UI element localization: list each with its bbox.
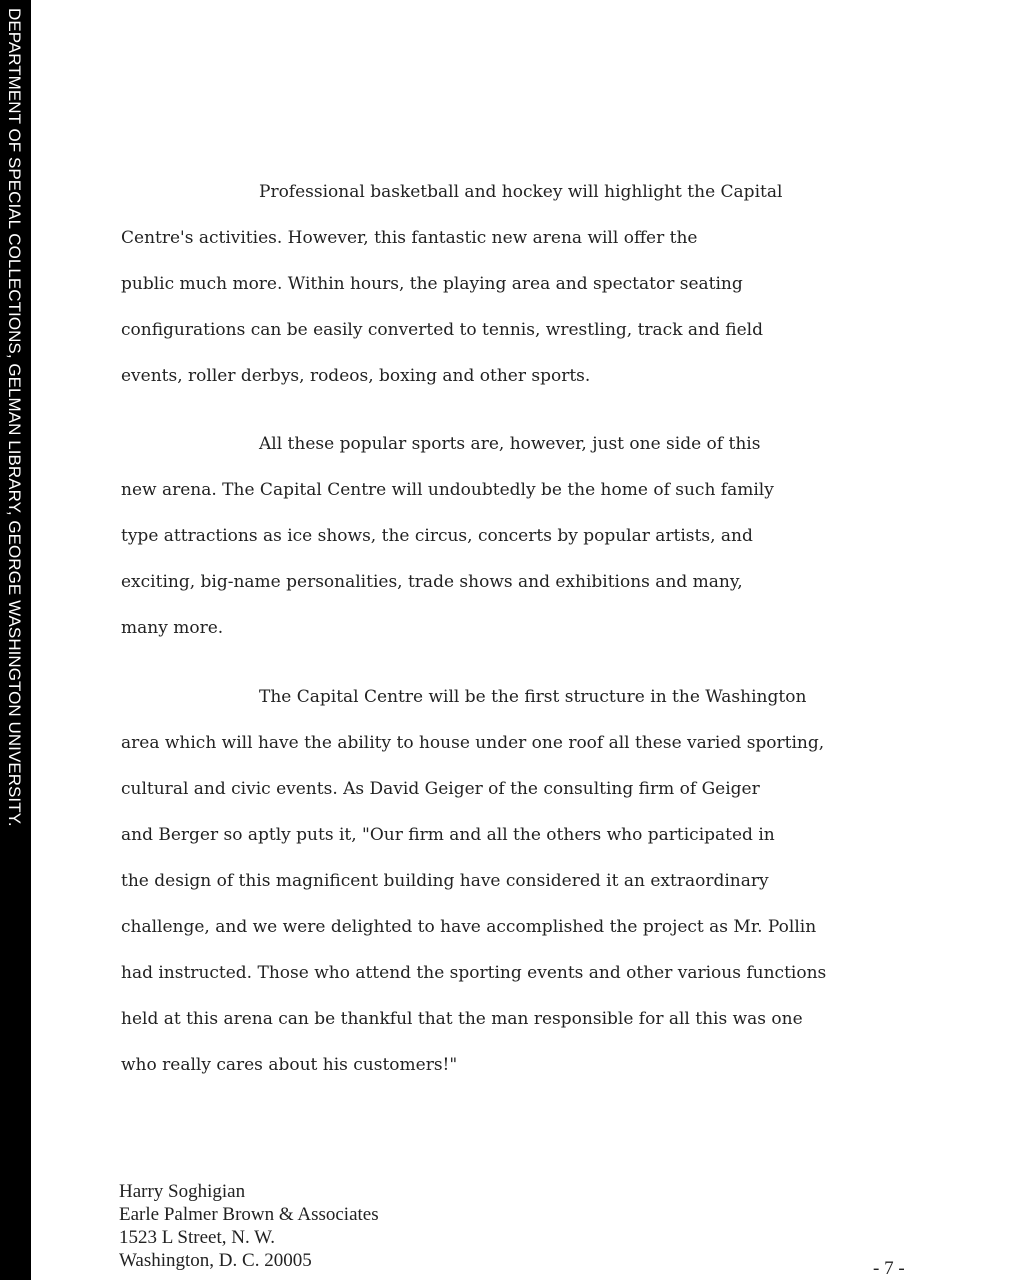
paragraph-line: who really cares about his customers!" xyxy=(121,1055,458,1075)
paragraph-line: type attractions as ice shows, the circus, concerts by popular artists, and xyxy=(121,526,753,546)
paragraph-line: and Berger so aptly puts it, "Our firm and all the others who participated in xyxy=(121,825,775,845)
paragraph-line: public much more. Within hours, the playing area and spectator seating xyxy=(121,274,743,294)
signature-street: 1523 L Street, N. W. xyxy=(119,1227,276,1248)
paragraph-line: held at this arena can be thankful that the man responsible for all this was one xyxy=(121,1009,803,1029)
paragraph-line: The Capital Centre will be the first structure in the Washington xyxy=(259,687,807,707)
paragraph-line: new arena. The Capital Centre will undoubtedly be the home of such family xyxy=(121,480,774,500)
paragraph-line: challenge, and we were delighted to have accomplished the project as Mr. Pollin xyxy=(121,917,817,937)
document-page xyxy=(31,0,1029,1280)
signature-name: Harry Soghigian xyxy=(119,1181,246,1202)
paragraph-line: had instructed. Those who attend the sporting events and other various functions xyxy=(121,963,827,983)
paragraph-line: the design of this magnificent building have considered it an extraordinary xyxy=(121,871,769,891)
paragraph-line: Centre's activities. However, this fantastic new arena will offer the xyxy=(121,228,698,248)
paragraph-line: area which will have the ability to house under one roof all these varied sporting, xyxy=(121,733,825,753)
paragraph-line: All these popular sports are, however, just one side of this xyxy=(259,434,761,454)
signature-block xyxy=(119,1180,379,1272)
paragraph-1 xyxy=(121,169,971,399)
page-number: - 7 - xyxy=(873,1258,905,1279)
signature-city: Washington, D. C. 20005 xyxy=(119,1250,312,1271)
paragraph-line: cultural and civic events. As David Geiger of the consulting firm of Geiger xyxy=(121,779,760,799)
paragraph-line: many more. xyxy=(121,618,224,638)
paragraph-3 xyxy=(121,674,971,1088)
paragraph-2 xyxy=(121,421,971,651)
paragraph-line: events, roller derbys, rodeos, boxing and other sports. xyxy=(121,366,591,386)
paragraph-line: Professional basketball and hockey will highlight the Capital xyxy=(259,182,783,202)
paragraph-line: configurations can be easily converted to tennis, wrestling, track and field xyxy=(121,320,763,340)
signature-company: Earle Palmer Brown & Associates xyxy=(119,1204,379,1225)
paragraph-line: exciting, big-name personalities, trade shows and exhibitions and many, xyxy=(121,572,743,592)
archive-label: DEPARTMENT OF SPECIAL COLLECTIONS, GELMAN LIBRARY, GEORGE WASHINGTON UNIVERSITY. xyxy=(5,8,24,827)
archive-side-strip xyxy=(0,0,31,1280)
